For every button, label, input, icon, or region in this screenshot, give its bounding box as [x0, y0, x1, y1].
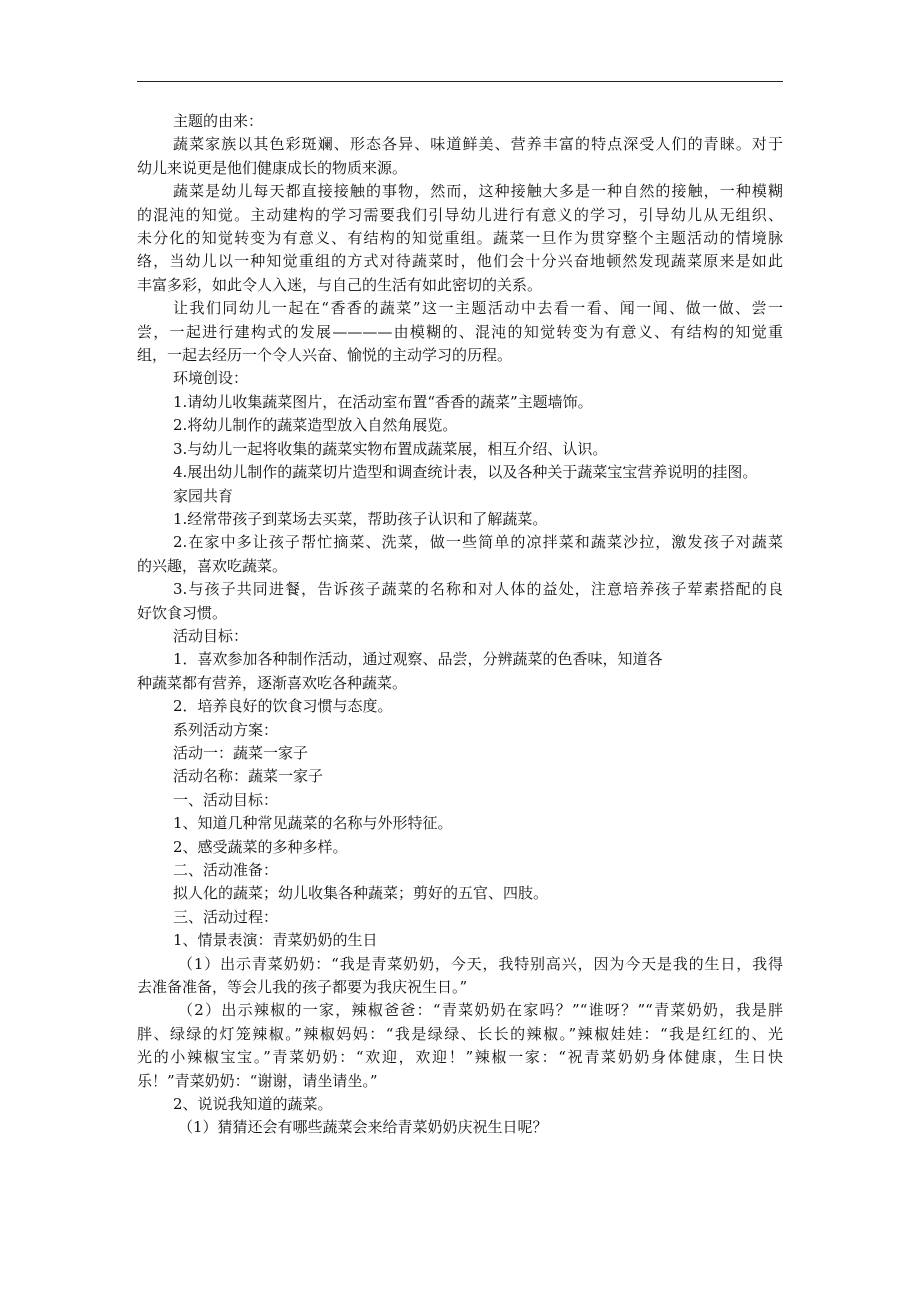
paragraph-p26: [137, 906, 783, 929]
paragraph-p27: [137, 929, 783, 952]
paragraph-p11: [137, 508, 783, 531]
paragraph-p21: [137, 789, 783, 812]
text-line: 家园共育: [173, 486, 234, 505]
text-line: 好饮食习惯。: [137, 603, 228, 622]
paragraph-p6: [137, 391, 783, 414]
text-line: 蔬菜是幼儿每天都直接接触的事物，然而，这种接触大多是一种自然的接触，一种模糊: [173, 182, 783, 201]
paragraph-p28: [137, 953, 783, 1000]
text-line: 络，当幼儿以一种知觉重组的方式对待蔬菜时，他们会十分兴奋地顿然发现蔬菜原来是如此: [137, 252, 783, 271]
text-line: 环境创设：: [173, 369, 249, 388]
paragraph-p30: [137, 1093, 783, 1116]
text-line: 一、活动目标：: [173, 790, 279, 809]
paragraph-p10: [137, 485, 783, 508]
text-line: 乐！”青菜奶奶：“谢谢，请坐请坐。”: [137, 1071, 378, 1090]
text-line: 1.经常带孩子到菜场去买菜，帮助孩子认识和了解蔬菜。: [173, 509, 548, 528]
text-line: 蔬菜家族以其色彩斑斓、形态各异、味道鲜美、营养丰富的特点深受人们的青睐。对于: [173, 135, 783, 154]
paragraph-p16: [137, 672, 783, 695]
paragraph-p12: [137, 531, 783, 578]
paragraph-p18: [137, 719, 783, 742]
text-line: 2、说说我知道的蔬菜。: [173, 1095, 333, 1114]
text-line: 2.在家中多让孩子帮忙摘菜、洗菜，做一些简单的凉拌菜和蔬菜沙拉，激发孩子对蔬菜: [173, 533, 783, 552]
text-line: 的混沌的知觉。主动建构的学习需要我们引导幼儿进行有意义的学习，引导幼儿从无组织、: [137, 205, 783, 224]
paragraph-p24: [137, 859, 783, 882]
text-line: 未分化的知觉转变为有意义、有结构的知觉重组。蔬菜一旦作为贯穿整个主题活动的情境脉: [137, 229, 783, 248]
text-line: 尝，一起进行建构式的发展————由模糊的、混沌的知觉转变为有意义、有结构的知觉重: [137, 322, 783, 341]
text-line: 活动名称：蔬菜一家子: [173, 767, 324, 786]
paragraph-p2: [137, 133, 783, 180]
text-line: 种蔬菜都有营养，逐渐喜欢吃各种蔬菜。: [137, 673, 408, 692]
paragraph-p1: [137, 110, 783, 133]
paragraph-p19: [137, 742, 783, 765]
header-rule: [137, 81, 783, 82]
text-line: 1．喜欢参加各种制作活动，通过观察、品尝，分辨蔬菜的色香味，知道各: [173, 650, 663, 669]
text-line: 系列活动方案：: [173, 720, 279, 739]
paragraph-p29: [137, 999, 783, 1093]
paragraph-p31: [137, 1116, 783, 1139]
text-line: （2）出示辣椒的一家，辣椒爸爸：“青菜奶奶在家吗？”“谁呀？”“青菜奶奶，我是胖: [178, 1001, 783, 1020]
text-line: 拟人化的蔬菜；幼儿收集各种蔬菜；剪好的五官、四肢。: [173, 884, 549, 903]
text-line: 活动目标：: [173, 626, 249, 645]
text-line: 3.与幼儿一起将收集的蔬菜实物布置成蔬菜展，相互介绍、认识。: [173, 439, 608, 458]
paragraph-p8: [137, 438, 783, 461]
text-line: 幼儿来说更是他们健康成长的物质来源。: [137, 158, 408, 177]
text-line: （1）猜猜还会有哪些蔬菜会来给青菜奶奶庆祝生日呢？: [178, 1118, 548, 1137]
text-line: 二、活动准备：: [173, 861, 279, 879]
text-line: 2、感受蔬菜的多种多样。: [173, 837, 348, 856]
paragraph-p25: [137, 882, 783, 905]
text-line: 4.展出幼儿制作的蔬菜切片造型和调查统计表，以及各种关于蔬菜宝宝营养说明的挂图。: [173, 463, 758, 482]
text-line: 三、活动过程：: [173, 907, 279, 926]
text-line: 去准备准备，等会儿我的孩子都要为我庆祝生日。”: [137, 978, 468, 997]
text-line: 组，一起去经历一个令人兴奋、愉悦的主动学习的历程。: [137, 346, 513, 365]
paragraph-p5: [137, 367, 783, 390]
paragraph-p14: [137, 625, 783, 648]
text-line: 光的小辣椒宝宝。”青菜奶奶：“欢迎，欢迎！”辣椒一家：“祝青菜奶奶身体健康，生日快: [137, 1048, 783, 1067]
text-line: 胖、绿绿的灯笼辣椒。”辣椒妈妈：“我是绿绿、长长的辣椒。”辣椒娃娃：“我是红红的、光: [137, 1024, 783, 1043]
paragraph-p7: [137, 414, 783, 437]
text-line: 3.与孩子共同进餐，告诉孩子蔬菜的名称和对人体的益处，注意培养孩子荤素搭配的良: [173, 580, 783, 599]
paragraph-p15: [137, 648, 783, 671]
text-line: 2.将幼儿制作的蔬菜造型放入自然角展览。: [173, 416, 458, 435]
text-line: 2．培养良好的饮食习惯与态度。: [173, 697, 393, 716]
paragraph-p23: [137, 836, 783, 859]
text-line: 1、知道几种常见蔬菜的名称与外形特征。: [173, 814, 453, 833]
text-line: （1）出示青菜奶奶：“我是青菜奶奶，今天，我特别高兴，因为今天是我的生日，我得: [178, 954, 783, 973]
paragraph-p4: [137, 297, 783, 367]
text-line: 1、情景表演：青菜奶奶的生日: [173, 931, 378, 950]
text-line: 让我们同幼儿一起在“香香的蔬菜”这一主题活动中去看一看、闻一闻、做一做、尝一: [173, 299, 783, 318]
document-body: [137, 110, 783, 1140]
text-line: 1.请幼儿收集蔬菜图片，在活动室布置“香香的蔬菜”主题墙饰。: [173, 392, 593, 411]
paragraph-p20: [137, 765, 783, 788]
paragraph-p17: [137, 695, 783, 718]
text-line: 的兴趣，喜欢吃蔬菜。: [137, 556, 288, 575]
paragraph-p13: [137, 578, 783, 625]
text-line: 活动一：蔬菜一家子: [173, 743, 309, 762]
paragraph-p3: [137, 180, 783, 297]
text-line: 主题的由来：: [173, 112, 264, 130]
text-line: 丰富多彩，如此令人入迷，与自己的生活有如此密切的关系。: [137, 275, 543, 294]
paragraph-p9: [137, 461, 783, 484]
paragraph-p22: [137, 812, 783, 835]
